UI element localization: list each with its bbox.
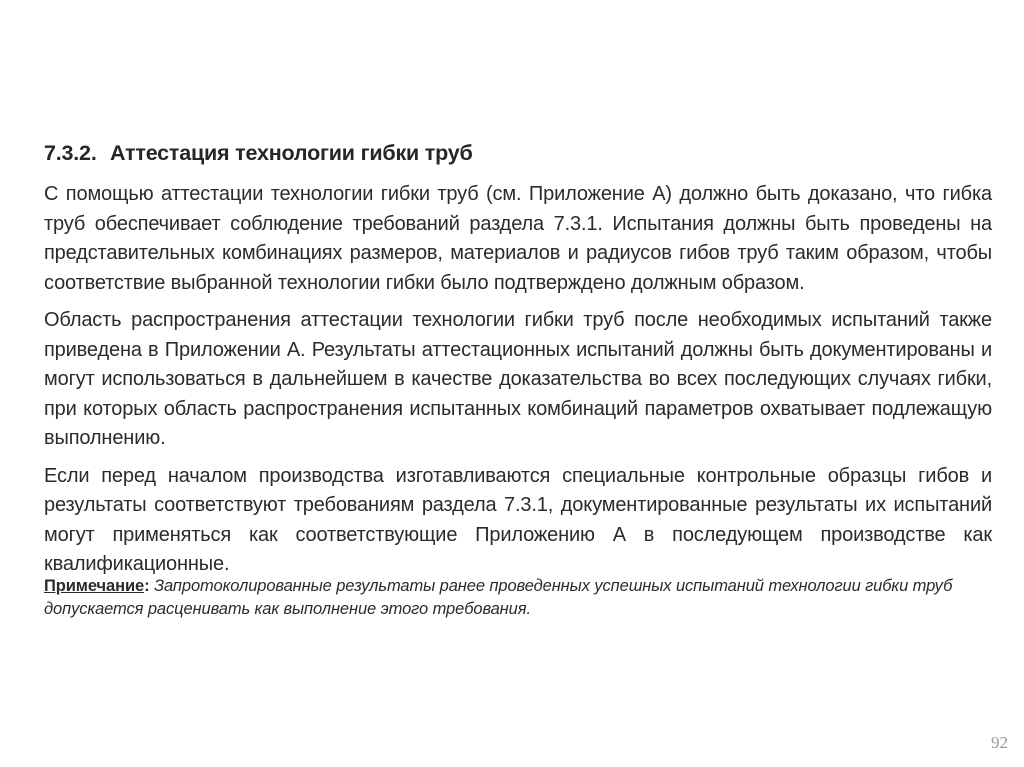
section-heading bbox=[44, 138, 992, 168]
section-title: Аттестация технологии гибки труб bbox=[110, 141, 473, 165]
paragraph-3: Если перед началом производства изготавливаются специальные контрольные образцы гибов и результаты соответствуют требованиям раздела 7.3.1, документированные результаты их испытаний могут применяться как соответствующие Приложению А в последующем производстве как квалификационные. bbox=[44, 464, 992, 575]
document-body bbox=[44, 138, 992, 588]
note-label: Примечание bbox=[44, 577, 145, 595]
section-number: 7.3.2. bbox=[44, 141, 97, 165]
note bbox=[44, 575, 992, 621]
page-number: 92 bbox=[991, 733, 1008, 752]
paragraph-2: Область распространения аттестации технологии гибки труб после необходимых испытаний также приведена в Приложении А. Результаты аттестационных испытаний должны быть документированы и могут использоваться в дальнейшем в качестве доказательства во всех последующих случаях гибки, при которых область распространения испытанных комбинаций параметров охватывает подлежащую выполнению. bbox=[44, 309, 992, 449]
note-colon: : bbox=[144, 577, 150, 595]
note-text: Запротоколированные результаты ранее проведенных успешных испытаний технологии гибки труб допускается расценивать как выполнение этого требования. bbox=[44, 577, 953, 618]
paragraph-1: С помощью аттестации технологии гибки труб (см. Приложение А) должно быть доказано, что гибка труб обеспечивает соблюдение требований раздела 7.3.1. Испытания должны быть проведены на представительных комбинациях размеров, материалов и радиусов гибов труб таким образом, чтобы соответствие выбранной технологии гибки было подтверждено должным образом. bbox=[44, 183, 992, 294]
